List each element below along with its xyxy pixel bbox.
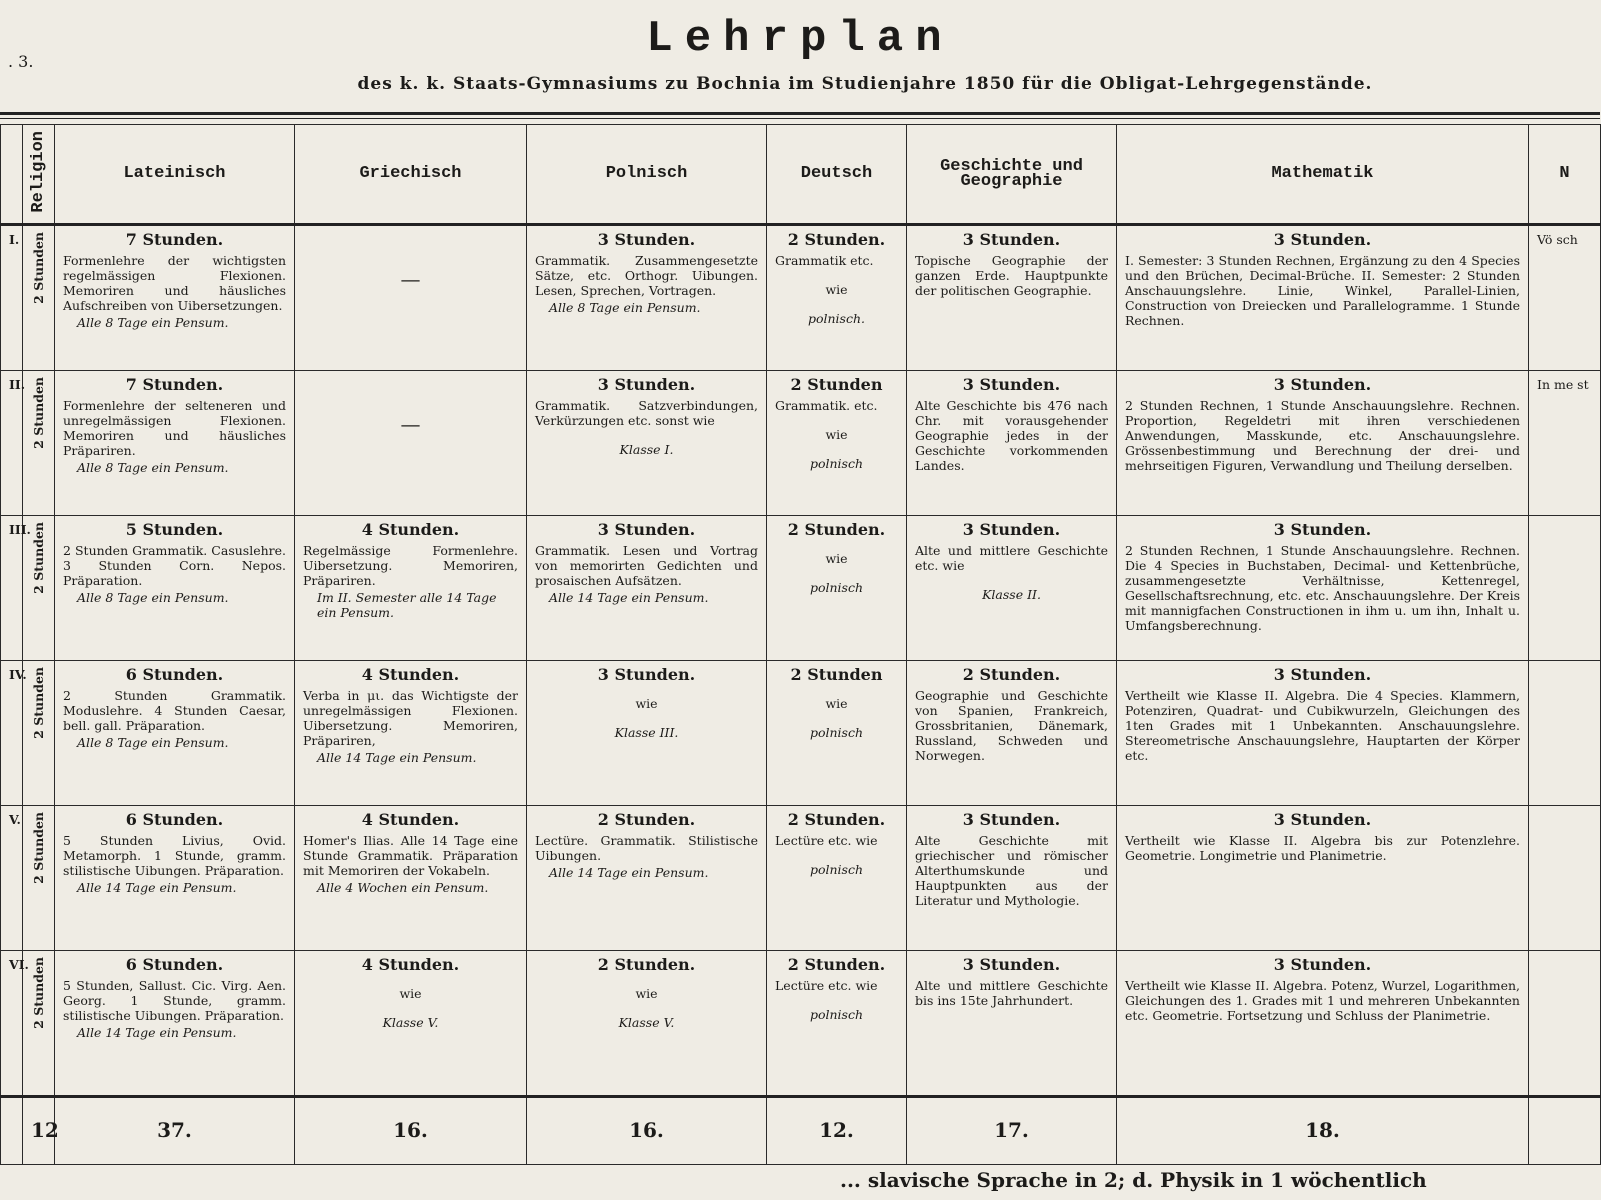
header-geschichte: Geschichte und Geographie xyxy=(907,125,1117,225)
cell-geschichte xyxy=(907,515,1117,660)
cell-deutsch xyxy=(767,370,907,515)
table-row xyxy=(1,370,1601,515)
religion-hours: 2 Stunden xyxy=(31,956,46,1029)
religion-cell xyxy=(23,660,55,805)
hours-label: 4 Stunden. xyxy=(361,809,460,829)
cell-text: Vertheilt wie Klasse II. Algebra bis zur Potenzlehre. Geometrie. Longimetrie und Planimetrie. xyxy=(1125,832,1520,863)
cell-text: Grammatik etc. xyxy=(775,252,874,268)
reference-label: Klasse II. xyxy=(982,586,1041,602)
cell-text: 2 Stunden Rechnen, 1 Stunde Anschauungslehre. Rechnen. Die 4 Species in Buchstaben, Decimal- und Kettenbrüche, zusammengesetzte Verhältnisse, Kettenregel, Gesellschaftsrechnung, etc. etc. Anschauungslehre. Der Kreis mit mannigfachen Constructionen in ihm u. um ihn, Inhalt u. Umfangsberechnung. xyxy=(1125,542,1520,633)
religion-hours: 2 Stunden xyxy=(31,231,46,304)
hours-label: 6 Stunden. xyxy=(125,954,224,974)
cell-polnisch xyxy=(527,660,767,805)
pensum-label: Alle 8 Tage ein Pensum. xyxy=(77,734,229,750)
class-number: V. xyxy=(1,805,23,950)
hours-label: 3 Stunden. xyxy=(597,664,696,684)
class-number: IV. xyxy=(1,660,23,805)
religion-cell xyxy=(23,950,55,1096)
hours-label: 3 Stunden. xyxy=(962,809,1061,829)
reference-label: Klasse I. xyxy=(619,441,674,457)
hours-label: 3 Stunden. xyxy=(597,519,696,539)
pensum-label: Alle 14 Tage ein Pensum. xyxy=(77,1024,237,1040)
cell-text: Grammatik. Zusammengesetzte Sätze, etc. Orthogr. Uibungen. Lesen, Sprechen, Vortragen. xyxy=(535,252,758,298)
cell-latein xyxy=(55,370,295,515)
pensum-label: Alle 8 Tage ein Pensum. xyxy=(549,299,701,315)
cell-text: Verba in μι. das Wichtigste der unregelmässigen Flexionen. Uibersetzung. Memoriren, Präpariren, xyxy=(303,687,518,748)
pensum-label: Alle 14 Tage ein Pensum. xyxy=(77,879,237,895)
cell-partial xyxy=(1529,805,1601,950)
total-griechisch: 16. xyxy=(295,1096,527,1164)
total-partial xyxy=(1529,1096,1601,1164)
total-polnisch: 16. xyxy=(527,1096,767,1164)
header-griechisch: Griechisch xyxy=(295,125,527,225)
empty-dash: — xyxy=(400,266,421,291)
cell-griechisch xyxy=(295,515,527,660)
table-row xyxy=(1,224,1601,370)
totals-spacer xyxy=(1,1096,23,1164)
wie-label: wie xyxy=(399,985,422,1001)
hours-label: 3 Stunden. xyxy=(1273,374,1372,394)
document-title: Lehrplan xyxy=(646,14,954,64)
cell-geschichte xyxy=(907,224,1117,370)
cell-text: Vertheilt wie Klasse II. Algebra. Die 4 Species. Klammern, Potenziren, Quadrat- und Cubikwurzeln, Gleichungen des 1ten Grades mit 1 Unbekannten. Anschauungslehre. Stereometrische Anschauungslehre, Hauptarten der Körper etc. xyxy=(1125,687,1520,763)
hours-label: 2 Stunden xyxy=(790,664,883,684)
cell-text: 5 Stunden, Sallust. Cic. Virg. Aen. Georg. 1 Stunde, gramm. stilistische Uibungen. Präparation. xyxy=(63,977,286,1023)
hours-label: 3 Stunden. xyxy=(962,954,1061,974)
reference-label: polnisch xyxy=(809,1006,864,1022)
cell-polnisch xyxy=(527,515,767,660)
hours-label: 5 Stunden. xyxy=(125,519,224,539)
cell-text: 5 Stunden Livius, Ovid. Metamorph. 1 Stunde, gramm. stilistische Uibungen. Präparation. xyxy=(63,832,286,878)
cell-geschichte xyxy=(907,950,1117,1096)
table-row xyxy=(1,950,1601,1096)
reference-label: Klasse V. xyxy=(382,1014,439,1030)
total-deutsch: 12. xyxy=(767,1096,907,1164)
pensum-label: Alle 4 Wochen ein Pensum. xyxy=(317,879,489,895)
document-subtitle: des k. k. Staats-Gymnasiums zu Bochnia im Studienjahre 1850 für die Obligat-Lehrgegenstände. xyxy=(357,74,1373,94)
religion-hours: 2 Stunden xyxy=(31,666,46,739)
reference-label: polnisch xyxy=(809,724,864,740)
cell-griechisch xyxy=(295,805,527,950)
cell-text: Topische Geographie der ganzen Erde. Hauptpunkte der politischen Geographie. xyxy=(915,252,1108,298)
cell-polnisch xyxy=(527,370,767,515)
pensum-label: Alle 14 Tage ein Pensum. xyxy=(317,749,477,765)
header-polnisch: Polnisch xyxy=(527,125,767,225)
hours-label: 4 Stunden. xyxy=(361,519,460,539)
cell-partial xyxy=(1529,515,1601,660)
cell-griechisch xyxy=(295,370,527,515)
hours-label: 3 Stunden. xyxy=(597,374,696,394)
hours-label: 3 Stunden. xyxy=(1273,954,1372,974)
cell-mathematik xyxy=(1117,660,1529,805)
cell-text: Alte und mittlere Geschichte etc. wie xyxy=(915,542,1108,573)
cell-geschichte xyxy=(907,660,1117,805)
cell-partial: In me st xyxy=(1529,370,1601,515)
class-column-header xyxy=(1,125,23,225)
hours-label: 2 Stunden. xyxy=(787,809,886,829)
empty-dash: — xyxy=(400,411,421,436)
wie-label: wie xyxy=(635,985,658,1001)
cell-partial xyxy=(1529,660,1601,805)
cell-griechisch xyxy=(295,660,527,805)
cell-latein xyxy=(55,515,295,660)
cell-deutsch xyxy=(767,660,907,805)
cell-polnisch xyxy=(527,805,767,950)
total-religion: 12 xyxy=(23,1096,55,1164)
cell-deutsch xyxy=(767,950,907,1096)
cell-text: 2 Stunden Grammatik. Casuslehre. 3 Stunden Corn. Nepos. Präparation. xyxy=(63,542,286,588)
hours-label: 7 Stunden. xyxy=(125,374,224,394)
hours-label: 4 Stunden. xyxy=(361,664,460,684)
religion-cell xyxy=(23,370,55,515)
cell-text: Alte Geschichte mit griechischer und römischer Alterthumskunde und Hauptpunkten aus der Literatur und Mythologie. xyxy=(915,832,1108,908)
cell-mathematik xyxy=(1117,370,1529,515)
class-number: I. xyxy=(1,224,23,370)
header-row xyxy=(1,125,1601,225)
cell-text: Geographie und Geschichte von Spanien, Frankreich, Grossbritanien, Dänemark, Russland, Schweden und Norwegen. xyxy=(915,687,1108,763)
cell-griechisch xyxy=(295,224,527,370)
reference-label: polnisch xyxy=(809,455,864,471)
hours-label: 4 Stunden. xyxy=(361,954,460,974)
cell-mathematik xyxy=(1117,515,1529,660)
religion-cell xyxy=(23,805,55,950)
hours-label: 7 Stunden. xyxy=(125,229,224,249)
curriculum-table xyxy=(0,124,1601,1165)
pensum-label: Alle 8 Tage ein Pensum. xyxy=(77,459,229,475)
cell-deutsch xyxy=(767,805,907,950)
class-number: III. xyxy=(1,515,23,660)
cell-geschichte xyxy=(907,805,1117,950)
cell-geschichte xyxy=(907,370,1117,515)
table-row xyxy=(1,660,1601,805)
cell-text: Grammatik. Lesen und Vortrag von memorirten Gedichten und prosaischen Aufsätzen. xyxy=(535,542,758,588)
cell-text: Vertheilt wie Klasse II. Algebra. Potenz, Wurzel, Logarithmen, Gleichungen des 1. Grades mit 1 und mehreren Unbekannten etc. Geometrie. Fortsetzung und Schluss der Planimetrie. xyxy=(1125,977,1520,1023)
hours-label: 3 Stunden. xyxy=(962,519,1061,539)
totals-row xyxy=(1,1096,1601,1164)
pensum-label: Alle 14 Tage ein Pensum. xyxy=(549,589,709,605)
cell-latein xyxy=(55,950,295,1096)
hours-label: 2 Stunden. xyxy=(787,519,886,539)
hours-label: 2 Stunden xyxy=(790,374,883,394)
hours-label: 3 Stunden. xyxy=(1273,809,1372,829)
cell-latein xyxy=(55,805,295,950)
cell-text: 2 Stunden Grammatik. Moduslehre. 4 Stunden Caesar, bell. gall. Präparation. xyxy=(63,687,286,733)
hours-label: 2 Stunden. xyxy=(962,664,1061,684)
cell-text: Formenlehre der selteneren und unregelmässigen Flexionen. Memoriren und häusliches Präpariren. xyxy=(63,397,286,458)
cell-text: Formenlehre der wichtigsten regelmässigen Flexionen. Memoriren und häusliches Aufschreiben von Uibersetzungen. xyxy=(63,252,286,313)
cell-text: Lectüre etc. wie xyxy=(775,832,878,848)
cell-mathematik xyxy=(1117,950,1529,1096)
hours-label: 2 Stunden. xyxy=(787,229,886,249)
cell-latein xyxy=(55,224,295,370)
hours-label: 3 Stunden. xyxy=(1273,519,1372,539)
cell-mathematik xyxy=(1117,805,1529,950)
pensum-label: Alle 8 Tage ein Pensum. xyxy=(77,314,229,330)
reference-label: Klasse V. xyxy=(618,1014,675,1030)
hours-label: 2 Stunden. xyxy=(597,809,696,829)
reference-label: polnisch xyxy=(809,579,864,595)
cell-text: Grammatik. Satzverbindungen, Verkürzungen etc. sonst wie xyxy=(535,397,758,428)
reference-label: polnisch xyxy=(809,861,864,877)
hours-label: 3 Stunden. xyxy=(962,229,1061,249)
cell-text: Regelmässige Formenlehre. Uibersetzung. Memoriren, Präpariren. xyxy=(303,542,518,588)
hours-label: 3 Stunden. xyxy=(1273,664,1372,684)
cell-text: Homer's Ilias. Alle 14 Tage eine Stunde Grammatik. Präparation mit Memoriren der Vokabeln. xyxy=(303,832,518,878)
cell-mathematik xyxy=(1117,224,1529,370)
total-mathematik: 18. xyxy=(1117,1096,1529,1164)
religion-hours: 2 Stunden xyxy=(31,521,46,594)
pensum-label: Alle 14 Tage ein Pensum. xyxy=(549,864,709,880)
cell-text: 2 Stunden Rechnen, 1 Stunde Anschauungslehre. Rechnen. Proportion, Regeldetri mit ihren verschiedenen Anwendungen, Masskunde, etc. Anschauungslehre. Grössenbestimmung und Berechnung der drei- und mehrseitigen Figuren, Verwandlung und Theilung derselben. xyxy=(1125,397,1520,473)
header-religion: Religion xyxy=(23,125,55,225)
header-mathematik: Mathematik xyxy=(1117,125,1529,225)
hours-label: 3 Stunden. xyxy=(962,374,1061,394)
wie-label: wie xyxy=(825,695,848,711)
total-geschichte: 17. xyxy=(907,1096,1117,1164)
total-latein: 37. xyxy=(55,1096,295,1164)
cell-text: Alte Geschichte bis 476 nach Chr. mit vorausgehender Geographie jedes in der Geschichte vorkommenden Landes. xyxy=(915,397,1108,473)
table-body xyxy=(1,224,1601,1096)
footer-note: ... slavische Sprache in 2; d. Physik in 1 wöchentlich xyxy=(840,1168,1427,1192)
hours-label: 2 Stunden. xyxy=(597,954,696,974)
header-partial: N xyxy=(1529,125,1601,225)
cell-partial: Vö sch xyxy=(1529,224,1601,370)
header-deutsch: Deutsch xyxy=(767,125,907,225)
religion-hours: 2 Stunden xyxy=(31,811,46,884)
cell-polnisch xyxy=(527,224,767,370)
class-number: VI. xyxy=(1,950,23,1096)
religion-hours: 2 Stunden xyxy=(31,376,46,449)
wie-label: wie xyxy=(635,695,658,711)
wie-label: wie xyxy=(825,281,848,297)
table-row xyxy=(1,515,1601,660)
hours-label: 6 Stunden. xyxy=(125,664,224,684)
cell-text: Lectüre etc. wie xyxy=(775,977,878,993)
hours-label: 3 Stunden. xyxy=(597,229,696,249)
table-row xyxy=(1,805,1601,950)
page-mark: . 3. xyxy=(8,52,34,71)
wie-label: wie xyxy=(825,426,848,442)
hours-label: 6 Stunden. xyxy=(125,809,224,829)
cell-deutsch xyxy=(767,515,907,660)
religion-cell xyxy=(23,515,55,660)
cell-latein xyxy=(55,660,295,805)
cell-text: Grammatik. etc. xyxy=(775,397,878,413)
reference-label: polnisch. xyxy=(807,310,865,326)
pensum-label: Alle 8 Tage ein Pensum. xyxy=(77,589,229,605)
religion-cell xyxy=(23,224,55,370)
top-rule-thin xyxy=(0,118,1600,119)
pensum-label: Im II. Semester alle 14 Tage ein Pensum. xyxy=(317,589,497,620)
cell-text: I. Semester: 3 Stunden Rechnen, Ergänzung zu den 4 Species und den Brüchen, Decimal-Brüche. II. Semester: 2 Stunden Anschauungslehre. Linie, Winkel, Parallel-Linien, Construction von Dreiecken und Parallelogramme. 1 Stunde Rechnen. xyxy=(1125,252,1520,328)
cell-text: Alte und mittlere Geschichte bis ins 15te Jahrhundert. xyxy=(915,977,1108,1008)
class-number: II. xyxy=(1,370,23,515)
cell-griechisch xyxy=(295,950,527,1096)
cell-partial xyxy=(1529,950,1601,1096)
top-rule xyxy=(0,112,1600,115)
hours-label: 2 Stunden. xyxy=(787,954,886,974)
hours-label: 3 Stunden. xyxy=(1273,229,1372,249)
cell-deutsch xyxy=(767,224,907,370)
cell-text: Lectüre. Grammatik. Stilistische Uibungen. xyxy=(535,832,758,863)
reference-label: Klasse III. xyxy=(614,724,679,740)
header-lateinisch: Lateinisch xyxy=(55,125,295,225)
cell-polnisch xyxy=(527,950,767,1096)
wie-label: wie xyxy=(825,550,848,566)
